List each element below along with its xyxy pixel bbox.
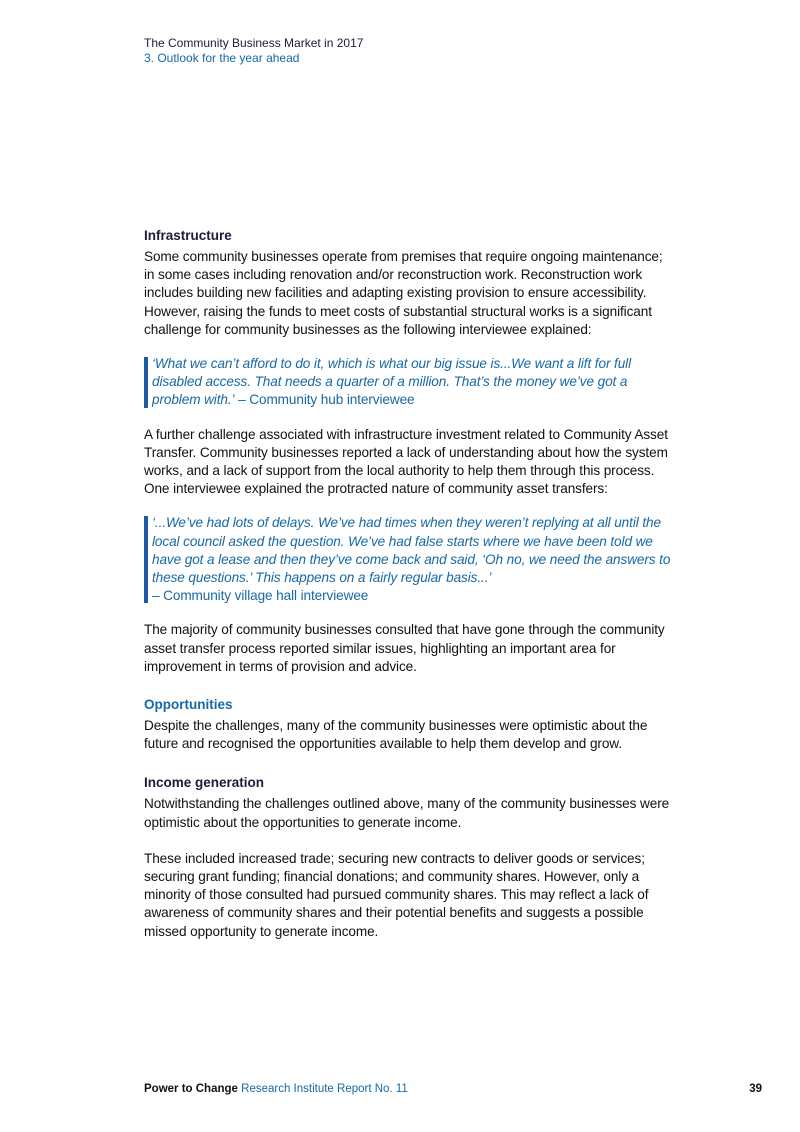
- quote-attribution: – Community hub interviewee: [234, 392, 415, 408]
- quote-text: ‘What we can’t afford to do it, which is what our big issue is...We want a lift for full disabled access. That needs a quarter of a million. That’s the money we’ve got a problem with.’: [152, 356, 632, 408]
- quote-bar: [144, 516, 148, 603]
- quote-bar: [144, 357, 148, 408]
- footer-report-title: Research Institute Report No. 11: [237, 1083, 408, 1095]
- page-footer: [144, 1082, 762, 1096]
- heading-infrastructure: Infrastructure: [144, 228, 232, 243]
- paragraph-income-1: Notwithstanding the challenges outlined above, many of the community businesses were optimistic about the opportunities to generate income.: [144, 796, 670, 830]
- paragraph-infrastructure-1: Some community businesses operate from premises that require ongoing maintenance; in some cases including renovation and/or reconstruction work. Reconstruction work includes building new facilities and adapting existing provision to ensure accessibility. However, raising the funds to meet costs of substantial structural works is a significant challenge for community businesses as the following interviewee explained:: [144, 249, 663, 337]
- paragraph-infrastructure-3: The majority of community businesses consulted that have gone through the community asset transfer process reported similar issues, highlighting an important area for improvement in terms of provision and advice.: [144, 622, 665, 674]
- footer-brand: Power to Change: [144, 1083, 238, 1095]
- blockquote-community-hub: [144, 355, 674, 410]
- paragraph-income-2: These included increased trade; securing new contracts to deliver goods or services; securing grant funding; financial donations; and community shares. However, only a minority of those consulted had pursued community shares. This may reflect a lack of awareness of community shares and their potential benefits and suggests a possible missed opportunity to generate income.: [144, 850, 649, 939]
- quote-text: ‘...We’ve had lots of delays. We’ve had times when they weren’t replying at all until the local council asked the question. We’ve had false starts where we have been told we have got a lease and then they’ve come back and said, ‘Oh no, we need the answers to these questions.’ This happens on a fairly regular basis...’: [152, 515, 671, 586]
- section-title: 3. Outlook for the year ahead: [144, 51, 300, 65]
- document-title: The Community Business Market in 2017: [144, 36, 364, 50]
- heading-income-generation: Income generation: [144, 775, 265, 791]
- heading-opportunities: Opportunities: [144, 697, 233, 713]
- paragraph-opportunities: Despite the challenges, many of the community businesses were optimistic about the future and recognised the opportunities available to help them develop and grow.: [144, 718, 648, 752]
- paragraph-infrastructure-2: A further challenge associated with infrastructure investment related to Community Asset Transfer. Community businesses reported a lack of understanding about how the system works, and a lack of support from the local authority to help them through this process. One interviewee explained the protracted nature of community asset transfers:: [144, 426, 668, 497]
- quote-attribution: – Community village hall interviewee: [152, 588, 369, 604]
- running-header: [144, 36, 363, 66]
- page-number: 39: [749, 1083, 762, 1095]
- blockquote-village-hall: [144, 514, 674, 605]
- main-content: [144, 226, 674, 941]
